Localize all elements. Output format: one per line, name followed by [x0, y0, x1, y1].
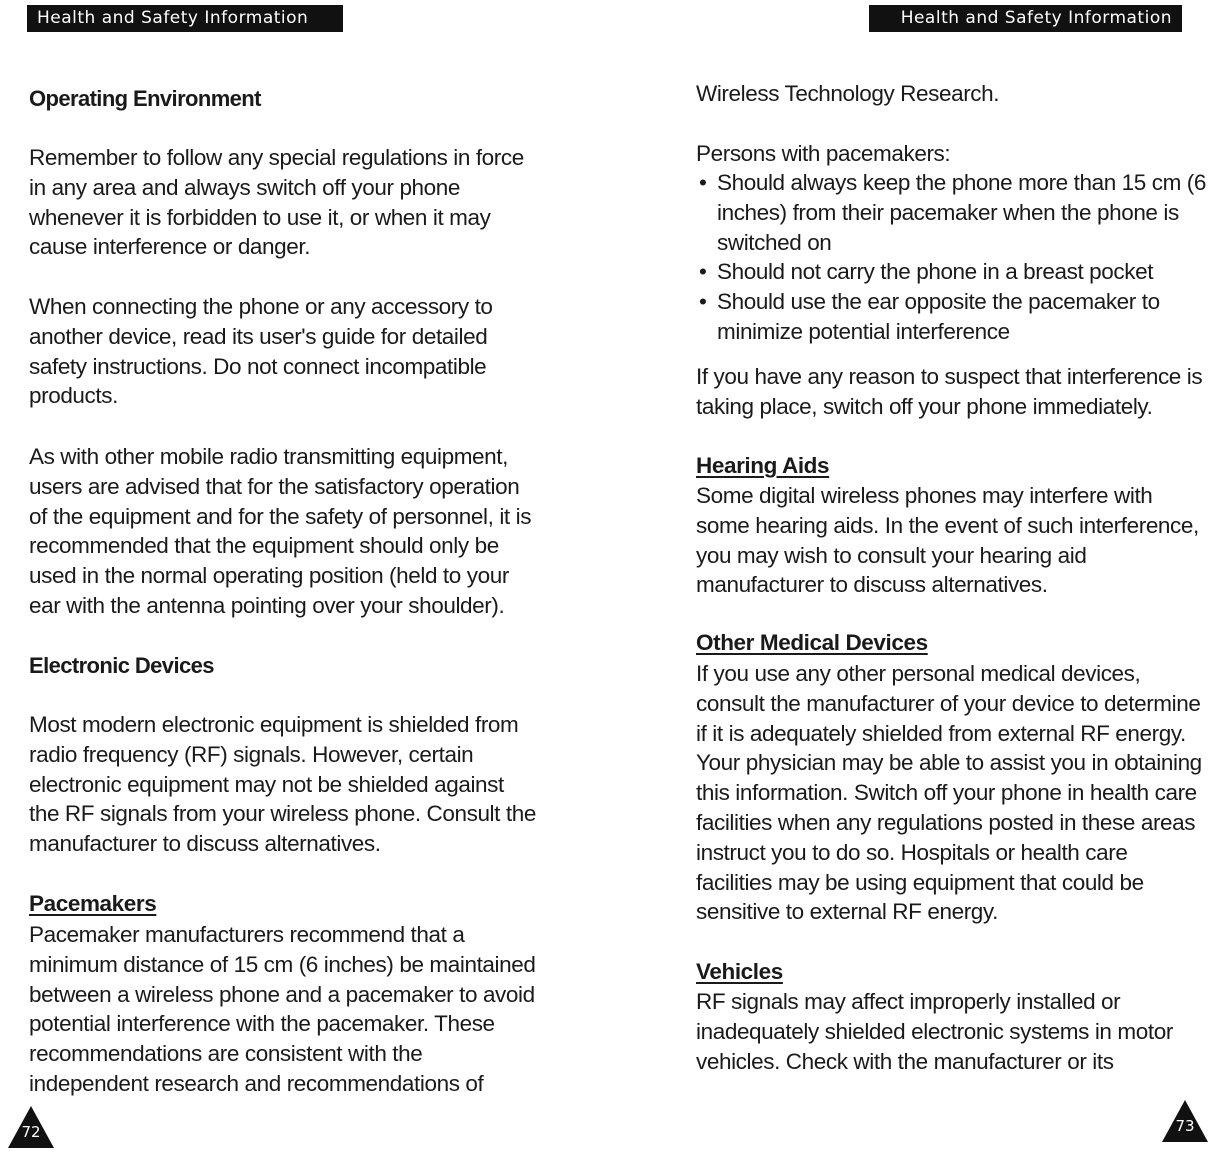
- hearing-aids-subheading: Hearing Aids: [696, 453, 830, 478]
- hearing-aids-paragraph: Some digital wireless phones may interfere with some hearing aids. In the event of such interference, you may wish to consult your hearing aid manufacturer to discuss alternatives.: [696, 483, 1199, 598]
- pacemaker-persons-outro: If you have any reason to suspect that interference is taking place, switch off your phone immediately.: [696, 364, 1203, 419]
- bullet-dot: •: [699, 289, 707, 315]
- other-medical-devices-paragraph: If you use any other personal medical devices, consult the manufacturer of your device to determine if it is adequately shielded from external RF energy. Your physician may be able to assist you in obtaining this information. Switch off your phone in health care facilities when any regulations posted in these areas instruct you to do so. Hospitals or health care facilities may be using equipment that could be sensitive to external RF energy.: [696, 661, 1202, 925]
- operating-environment-heading: Operating Environment: [29, 86, 261, 111]
- vehicles-subheading: Vehicles: [696, 959, 783, 984]
- list-item-text: Should always keep the phone more than 15 cm (6 inches) from their pacemaker when the phone is switched on: [717, 170, 1207, 255]
- left-page-marker: [6, 1104, 56, 1150]
- electronic-devices-heading: Electronic Devices: [29, 653, 214, 678]
- electronic-devices-paragraph: Most modern electronic equipment is shielded from radio frequency (RF) signals. However, certain electronic equipment may not be shielded against the RF signals from your wireless phone. Consult the manufacturer to discuss alternatives.: [29, 712, 536, 857]
- left-header-banner: Health and Safety Information: [27, 5, 343, 32]
- pacemakers-paragraph: Pacemaker manufacturers recommend that a minimum distance of 15 cm (6 inches) be maintained between a wireless phone and a pacemaker to avoid potential interference with the pacemaker. These recommendations are consistent with the independent research and recommendations of: [29, 922, 536, 1096]
- vehicles-paragraph: RF signals may affect improperly installed or inadequately shielded electronic systems in motor vehicles. Check with the manufacturer or its: [696, 989, 1173, 1074]
- other-medical-devices-subheading: Other Medical Devices: [696, 630, 928, 655]
- list-item: [696, 168, 1215, 257]
- operating-environment-paragraph-1: Remember to follow any special regulations in force in any area and always switch off your phone whenever it is forbidden to use it, or when it may cause interference or danger.: [29, 145, 524, 260]
- bullet-dot: •: [699, 259, 707, 285]
- left-page: [29, 0, 569, 1152]
- right-page-marker: [1160, 1098, 1210, 1144]
- bullet-dot: •: [699, 170, 707, 195]
- right-header-banner: Health and Safety Information: [869, 5, 1182, 32]
- pacemakers-subheading: Pacemakers: [29, 891, 157, 916]
- right-page: [696, 0, 1215, 1152]
- operating-environment-paragraph-3: As with other mobile radio transmitting equipment, users are advised that for the satisfactory operation of the equipment and for the safety of personnel, it is recommended that the equipment should only be used in the normal operating position (held to your ear with the antenna pointing over your shoulder).: [29, 444, 532, 618]
- pacemaker-persons-intro: Persons with pacemakers:: [696, 141, 951, 166]
- right-page-number: 73: [1175, 1117, 1195, 1135]
- list-item-text: Should not carry the phone in a breast pocket: [717, 259, 1154, 285]
- continuation-text: Wireless Technology Research.: [696, 81, 1000, 106]
- list-item-text: Should use the ear opposite the pacemaker to minimize potential interference: [717, 289, 1160, 344]
- left-page-number: 72: [21, 1123, 41, 1141]
- list-item: [696, 257, 1215, 287]
- operating-environment-paragraph-2: When connecting the phone or any accessory to another device, read its user's guide for detailed safety instructions. Do not connect incompatible products.: [29, 294, 493, 409]
- pacemaker-persons-list: [696, 168, 1215, 347]
- list-item: [696, 287, 1215, 347]
